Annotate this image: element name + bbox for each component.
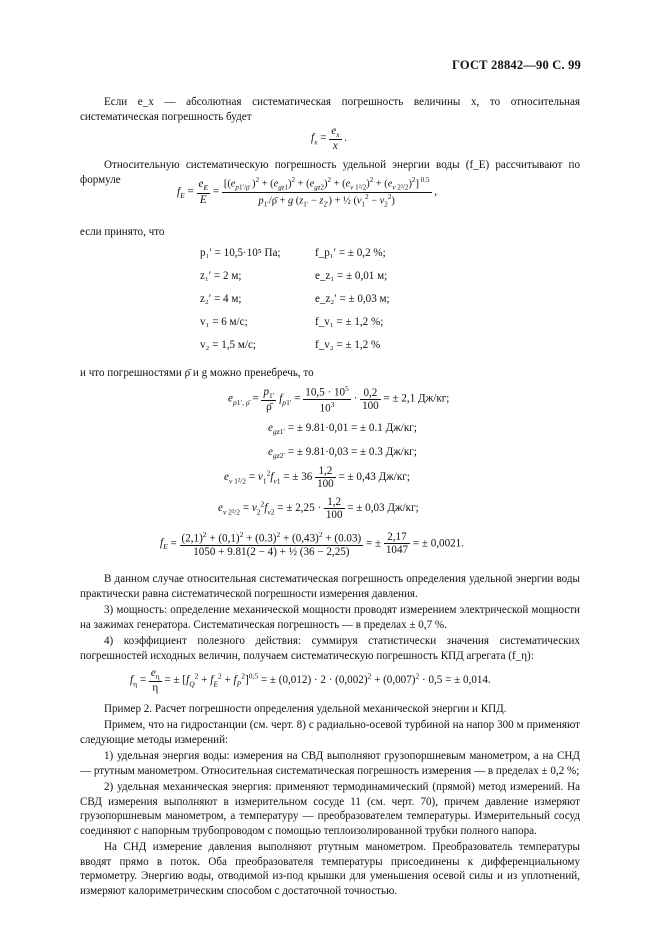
paragraph-9-text: Примем, что на гидростанции (см. черт. 8) с радиально-осевой турбиной на напор 300 м применяют следующие методы измерений: xyxy=(80,719,580,746)
given-rhs-4: f_v₁ = ± 1,2 %; xyxy=(315,316,384,328)
paragraph-3-text: если принято, что xyxy=(80,226,165,238)
paragraph-7 xyxy=(80,634,580,663)
formula-ep: $e_{p1', \rhō}$ = $\frac{p_{1'}}{\rhō}$ $f_{p1'}$ = $\frac{10,5 \cdot 10^5}{10^3}$ · $\frac{0,2}{100}$ = ± 2,1 Дж/кг; xyxy=(228,384,450,415)
paragraph-12-text: На СНД измерение давления выполняют ртутным манометром. Преобразователь температуры вводят прямо в поток. Оба преобразователя температуры присоединены к дифференциальному термометру. Энергию воды, отводимой из-под крышки для уменьшения осевой силы и из уплотнений, измеряют калориметрическим способом с достаточной точностью. xyxy=(80,841,580,897)
given-lhs-3: z₂′ = 4 м; xyxy=(200,293,242,305)
paragraph-8-text: Пример 2. Расчет погрешности определения удельной механической энергии и КПД. xyxy=(104,703,507,715)
paragraph-2-text: Относительную систематическую погрешность удельной энергии воды (f_E) рассчитывают по формуле xyxy=(80,159,580,186)
paragraph-7-text: 4) коэффициент полезного действия: суммируя статистически значения систематических погрешностей исходных величин, получаем систематическую погрешность КПД агрегата (f_η): xyxy=(80,635,580,662)
result-fE: = ± 0,0021. xyxy=(412,537,465,550)
result-egz1: = ± 9.81·0,01 = ± 0.1 Дж/кг; xyxy=(287,422,417,434)
formula-ev1: $e_{v 1^2/2} = v_1^2f_{v1}$ = ± 36 $\frac{1,2}{100}$ = ± 0,43 Дж/кг; xyxy=(224,465,410,490)
paragraph-6 xyxy=(80,603,580,632)
paragraph-1-text: Если e_x — абсолютная систематическая погрешность величины x, то относительная систематическая погрешность будет xyxy=(80,96,580,123)
paragraph-4 xyxy=(80,366,580,381)
given-lhs-1: p₁′ = 10,5·10⁵ Па; xyxy=(200,247,281,259)
paragraph-9 xyxy=(80,718,580,747)
result-ep: = ± 2,1 Дж/кг; xyxy=(383,392,450,405)
given-rhs-5: f_v₂ = ± 1,2 % xyxy=(315,339,381,351)
given-lhs-4: v₁ = 6 м/с; xyxy=(200,316,248,328)
paragraph-11 xyxy=(80,780,580,838)
page-header: ГОСТ 28842—90 С. 99 xyxy=(452,58,581,72)
given-rhs-2: e_z₁ = ± 0,01 м; xyxy=(315,270,388,282)
paragraph-1 xyxy=(80,95,580,124)
paragraph-5-text: В данном случае относительная систематическая погрешность определения удельной энергии воды практически равна систематической погрешности измерения давления. xyxy=(80,573,580,600)
formula-fE-numeric: $f_E$ = $\frac{(2,1)^2 + (0,1)^2 + (0.3)^2 + (0,43)^2 + (0.03)}{\text{1050 + 9.81(2 − 4) + ½ (36 − 2,25)}}$ = ± $\frac{2,17}{1047}$ = ± 0,0021. xyxy=(160,530,465,558)
given-rhs-1: f_p₁′ = ± 0,2 %; xyxy=(315,247,386,259)
paragraph-5 xyxy=(80,572,580,601)
formula-feta: $f_\eta$ = $\frac{e_\eta}{\eta}$ = ± $[f_Q^2 + f_E^2 + f_P^2]^{0,5}$ = ± $(0,012) \cdot 2 \cdot (0,002)^2 + (0,007)^2 \cdot 0,5$ = ± 0,014. xyxy=(130,667,491,695)
paragraph-10-text: 1) удельная энергия воды: измерения на СВД выполняют грузопоршневым манометром, а на СНД — ртутным манометром. Относительная систематическая погрешность измерения — в пределах ± 0,2 %; xyxy=(80,750,580,777)
formula-fx: $f_x$ = $\frac{e_x}{x}$ . xyxy=(311,125,348,153)
result-egz2: = ± 9.81·0,03 = ± 0.3 Дж/кг; xyxy=(287,446,417,458)
formula-fE: $f_E$ = $\frac{e_E}{E}$ = [($e_{p1'/\rhō}$ )$^2 + (e_{gz1})^2 + (e_{gz2})^2 + (e_{v 1^2/2})^2 + (e_{v 2^2/2})^2$] $^{0.5}$ $p_{1'}/\rhō + g$ $(z_{1'} - z_{2'})$ + ½ $(v_1^2 - v_2^2)$ , xyxy=(177,176,438,209)
result-ev1: = ± 0,43 Дж/кг; xyxy=(338,471,410,484)
result-ev2: = ± 0,03 Дж/кг; xyxy=(347,502,419,515)
given-lhs-2: z₁′ = 2 м; xyxy=(200,270,242,282)
formula-egz1: $e_{gz1'}$ = ± 9.81·0,01 = ± 0.1 Дж/кг; xyxy=(268,422,417,437)
paragraph-4-text: и что погрешностями ρ̄ и g можно пренебречь, то xyxy=(80,367,314,379)
result-feta: = ± 0,014. xyxy=(445,674,491,687)
paragraph-10 xyxy=(80,749,580,778)
given-rhs-3: e_z₂′ = ± 0,03 м; xyxy=(315,293,390,305)
paragraph-11-text: 2) удельная механическая энергия: применяют термодинамический (прямой) метод измерений. На СВД измерения выполняют в измерительном сосуде 11 (см. черт. 70), причем давление измеряют грузопоршневым манометром, а температуру — преобразователем температуры. Измерительный сосуд соединяют с напорным трубопроводом с помощью теплоизолированной трубки полного напора. xyxy=(80,781,580,837)
paragraph-6-text: 3) мощность: определение механической мощности проводят измерением электрической мощности на зажимах генератора. Систематическая погрешность — в пределах ± 0,7 %. xyxy=(80,604,580,631)
formula-egz2: $e_{gz2'}$ = ± 9.81·0,03 = ± 0.3 Дж/кг; xyxy=(268,446,417,461)
formula-ev2: $e_{v 2^2/2} = v_2^2f_{v2}$ = ± 2,25 · $\frac{1,2}{100}$ = ± 0,03 Дж/кг; xyxy=(218,496,419,521)
paragraph-3 xyxy=(80,225,580,240)
given-lhs-5: v₂ = 1,5 м/с; xyxy=(200,339,256,351)
paragraph-12 xyxy=(80,840,580,898)
paragraph-8 xyxy=(80,702,580,717)
